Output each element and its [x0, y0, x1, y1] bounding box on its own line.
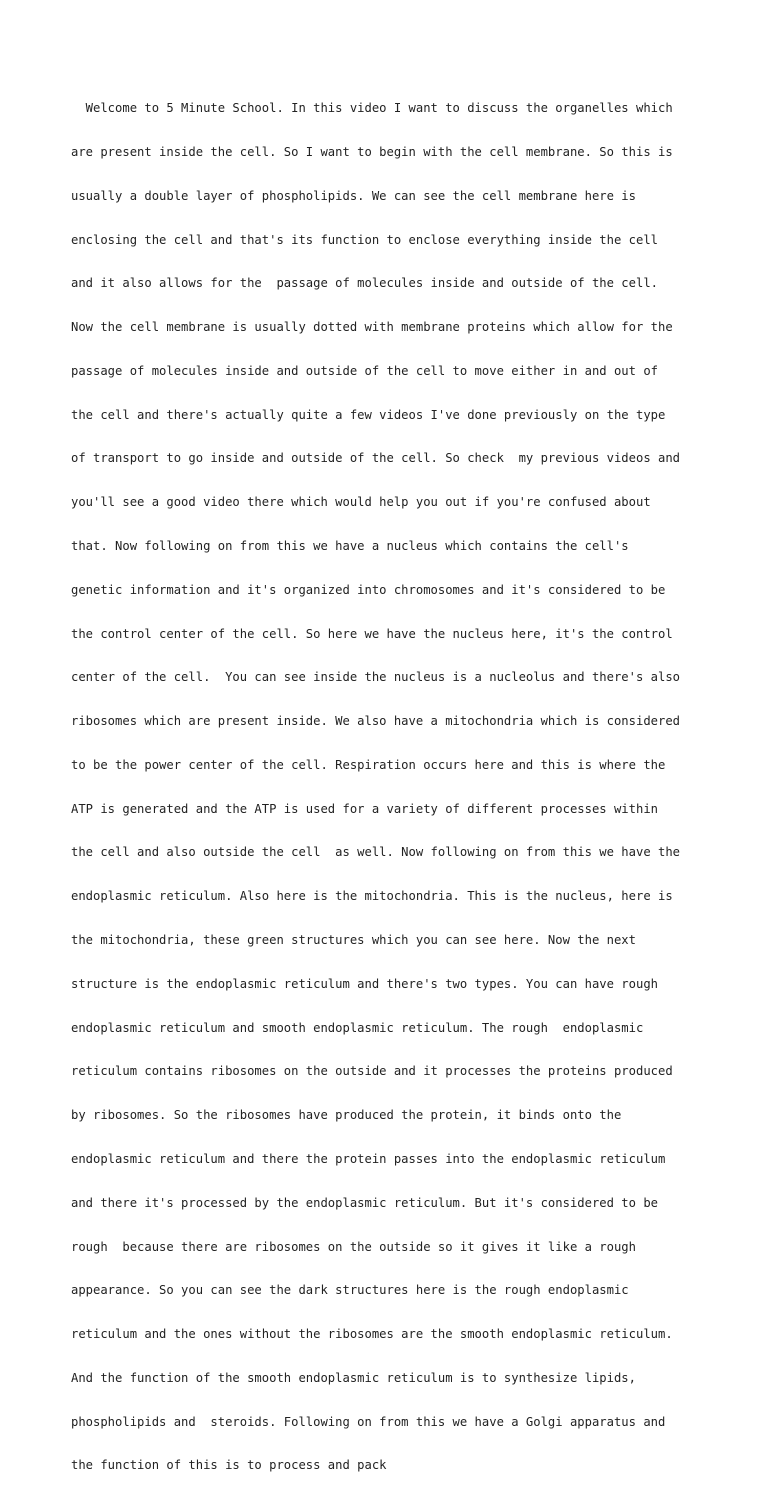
text-line: that. Now following on from this we have a nucleus which contains the cell's — [71, 539, 629, 553]
text-line: reticulum and the ones without the ribosomes are the smooth endoplasmic reticulum. — [71, 1327, 673, 1342]
text-line: appearance. So you can see the dark structures here is the rough endoplasmic — [71, 1283, 629, 1298]
text-line: to be the power center of the cell. Respiration occurs here and this is where the — [71, 757, 666, 772]
text-line: center of the cell. You can see inside the nucleus is a nucleolus and there's also — [71, 670, 681, 685]
text-line: the mitochondria, these green structures which you can see here. Now the next — [71, 933, 636, 948]
text-line: passage of molecules inside and outside of the cell to move either in and out of — [71, 363, 658, 378]
text-line: and it also allows for the passage of molecules inside and outside of the cell. — [71, 276, 658, 291]
text-line: ribosomes which are present inside. We also have a mitochondria which is considered — [71, 714, 681, 729]
text-line: enclosing the cell and that's its function to enclose everything inside the cell — [71, 232, 658, 247]
text-line: endoplasmic reticulum and there the protein passes into the endoplasmic reticulum — [71, 1151, 666, 1166]
text-line: phospholipids and steroids. Following on from this we have a Golgi apparatus and — [71, 1414, 666, 1429]
text-line: are present inside the cell. So I want to begin with the cell membrane. So this is — [71, 144, 673, 159]
text-line: the control center of the cell. So here we have the nucleus here, it's the control — [71, 626, 673, 641]
text-line: And the function of the smooth endoplasmic reticulum is to synthesize lipids, — [71, 1370, 636, 1385]
text-line: the function of this is to process and pack — [71, 1458, 387, 1473]
text-line: rough because there are ribosomes on the outside so it gives it like a rough — [71, 1239, 636, 1254]
text-line: endoplasmic reticulum. Also here is the mitochondria. This is the nucleus, here is — [71, 889, 673, 904]
text-line: structure is the endoplasmic reticulum and there's two types. You can have rough — [71, 976, 658, 991]
text-line: the cell and there's actually quite a few videos I've done previously on the type — [71, 407, 666, 422]
text-line: by ribosomes. So the ribosomes have produced the protein, it binds onto the — [71, 1108, 622, 1123]
text-line: ATP is generated and the ATP is used for a variety of different processes within — [71, 801, 658, 816]
transcript-text — [71, 72, 711, 1502]
text-line: the cell and also outside the cell as well. Now following on from this we have the — [71, 845, 681, 860]
text-line: usually a double layer of phospholipids. We can see the cell membrane here is — [71, 188, 636, 203]
text-line: genetic information and it's organized into chromosomes and it's considered to be — [71, 582, 666, 597]
text-line: of transport to go inside and outside of the cell. So check my previous videos and — [71, 451, 681, 466]
text-line: Now the cell membrane is usually dotted with membrane proteins which allow for the — [71, 320, 673, 335]
text-line: you'll see a good video there which would help you out if you're confused about — [71, 495, 651, 510]
text-line: reticulum contains ribosomes on the outside and it processes the proteins produced — [71, 1064, 673, 1079]
text-line: and there it's processed by the endoplasmic reticulum. But it's considered to be — [71, 1195, 658, 1210]
text-line: Welcome to 5 Minute School. In this video I want to discuss the organelles which — [71, 101, 673, 116]
text-line: endoplasmic reticulum and smooth endoplasmic reticulum. The rough endoplasmic — [71, 1020, 644, 1035]
